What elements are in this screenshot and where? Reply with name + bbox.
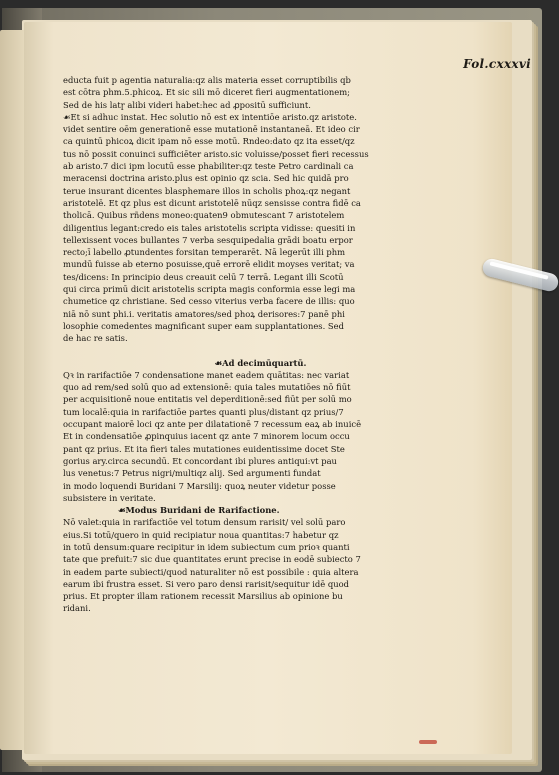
text-line: eius.Si totū/quero in quid recipiatur noua quantitas:7 habetur qz — [63, 529, 339, 540]
text-line: aristotelē. Et qz plus est dicunt aristotelē nūqz sensisse contra fidē ca — [63, 197, 361, 208]
text-line: Nō valet:quia in rarifactiōe vel totum densum rarisit/ vel solū paro — [63, 517, 346, 528]
text-line: chumetice qz christiane. Sed cesso viterius verba facere de illis: quo — [63, 296, 355, 307]
text-block — [63, 74, 418, 615]
text-line: Qꝛ in rarifactiōe 7 condensatione manet eadem quātitas: nec variat — [63, 369, 350, 380]
text-line: videt sentire oēm generationē esse mutationē instantaneā. Et ideo cir — [63, 124, 360, 135]
text-line: Et in condensatiōe ꝓpinquius iacent qz ante 7 minorem locum occu — [63, 431, 350, 442]
text-line: tellexissent voces bullantes 7 verba sesquipedalia grādi boatu erpor — [63, 234, 353, 245]
text-line: gorius ary.circa secundū. Et concordant ibi plures antiqui:vt pau — [63, 455, 337, 466]
text-line: earum ibi frustra esset. Si vero paro densi rarisit/sequitur idē quod — [63, 578, 350, 589]
red-ink-mark — [419, 740, 437, 744]
text-line: occupant maiorē loci qz ante per dilatationē 7 recessum eaꝝ ab inuicē — [63, 419, 362, 430]
text-line: tes/dicens: In principio deus creauit celū 7 terrā. Legant illi Scotū — [63, 271, 344, 282]
text-line: mundū fuisse ab eterno posuisse,quē errorē elidit moyses veritat; va — [63, 259, 355, 270]
folio-number: Fol.cxxxvi — [463, 57, 531, 71]
text-line: in modo loquendi Buridani 7 Marsilij: quoꝝ neuter videtur posse — [63, 480, 336, 491]
text-line: pant qz prius. Et ita fieri tales mutationes euidentissime docet Ste — [63, 443, 345, 454]
text-line: terue insurant dicentes blasphemare illos in scholis phoꝝ:qz negant — [63, 185, 351, 196]
text-line: niā nō sunt phi.i. veritatis amatores/sed phoꝝ derisores:7 panē phi — [63, 308, 345, 319]
text-line: in totū densum:quare recipitur in idem subiectum cum prioꝛ quanti — [63, 541, 350, 552]
left-page-edge — [0, 30, 26, 750]
text-line: prius. Et propter illam rationem recessit Marsilius ab opinione bu — [63, 591, 343, 602]
section-heading: ☙Modus Buridani de Rarifactione. — [118, 505, 280, 516]
text-line: de hac re satis. — [63, 333, 128, 344]
paragraph-2 — [63, 369, 418, 504]
text-line: per acquisitionē noue entitatis vel deperditionē:sed fiūt per solū mo — [63, 394, 352, 405]
text-line: qui circa primū dicit aristotelis scripta magis conformia esse legi ma — [63, 284, 356, 295]
text-line: losophie comedentes magnificant super eam supplantationes. Sed — [63, 320, 344, 331]
text-line: meracensi doctrina aristo.plus est opinio qz scia. Sed hic quidā pro — [63, 173, 349, 184]
text-line: quo ad rem/sed solū quo ad extensionē: quia tales mutatiōes nō fiūt — [63, 382, 351, 393]
text-line: tholicā. Quibus rñdens moneo:quaten9 obmutescant 7 aristotelem — [63, 210, 345, 221]
text-line: educta fuit p agentia naturalia:qz alis materia esset corruptibilis qb — [63, 75, 351, 85]
text-line: Sed de his latɼ alibi videri habet:hec ad ꝓpositū sufficiunt. — [63, 99, 311, 110]
text-line: ridani. — [63, 603, 91, 614]
text-line: ☙Et si adhuc instat. Hec solutio nō est ex intentiōe aristo.qz aristote. — [63, 111, 357, 122]
text-line: diligentius legant:credo eis tales aristotelis scripta vidisse: quesiti in — [63, 222, 356, 233]
text-line: ca quintū phicoꝝ dicit ipam nō esse motū. Rndeo:dato qz ita esset/qz — [63, 136, 355, 147]
text-line: est cōtra phm.5.phicoꝝ. Et sic sili mō diceret fieri augmentationem; — [63, 87, 350, 98]
text-line: subsistere in veritate. — [63, 492, 156, 503]
text-line: ab aristo.7 dici ipm locutū esse phabiliter:qz teste Petro cardinali ca — [63, 161, 354, 172]
spacer — [63, 345, 418, 357]
text-line: in eadem parte subiecti/quod naturaliter nō est possibile : quia altera — [63, 566, 359, 577]
text-line: recto;ī labello ꝓtundentes forsitan temperarēt. Nā legerūt illi phm — [63, 247, 346, 258]
text-line: tum localē:quia in rarifactiōe partes quanti plus/distant qz prius/7 — [63, 406, 344, 417]
text-line: lus venetus:7 Petrus nigri/multiqz alij. Sed argumenti fundat — [63, 468, 321, 479]
paragraph-1 — [63, 74, 418, 345]
text-line: tate que prefuit:7 sic due quantitates erunt precise in eodē subiecto 7 — [63, 554, 361, 565]
paragraph-3 — [63, 516, 418, 614]
section-heading: ☙Ad decimūquartū. — [214, 357, 307, 368]
text-line: tus nō possit conuinci sufficiēter aristo.sic voluisse/posset fieri recessus — [63, 148, 369, 159]
